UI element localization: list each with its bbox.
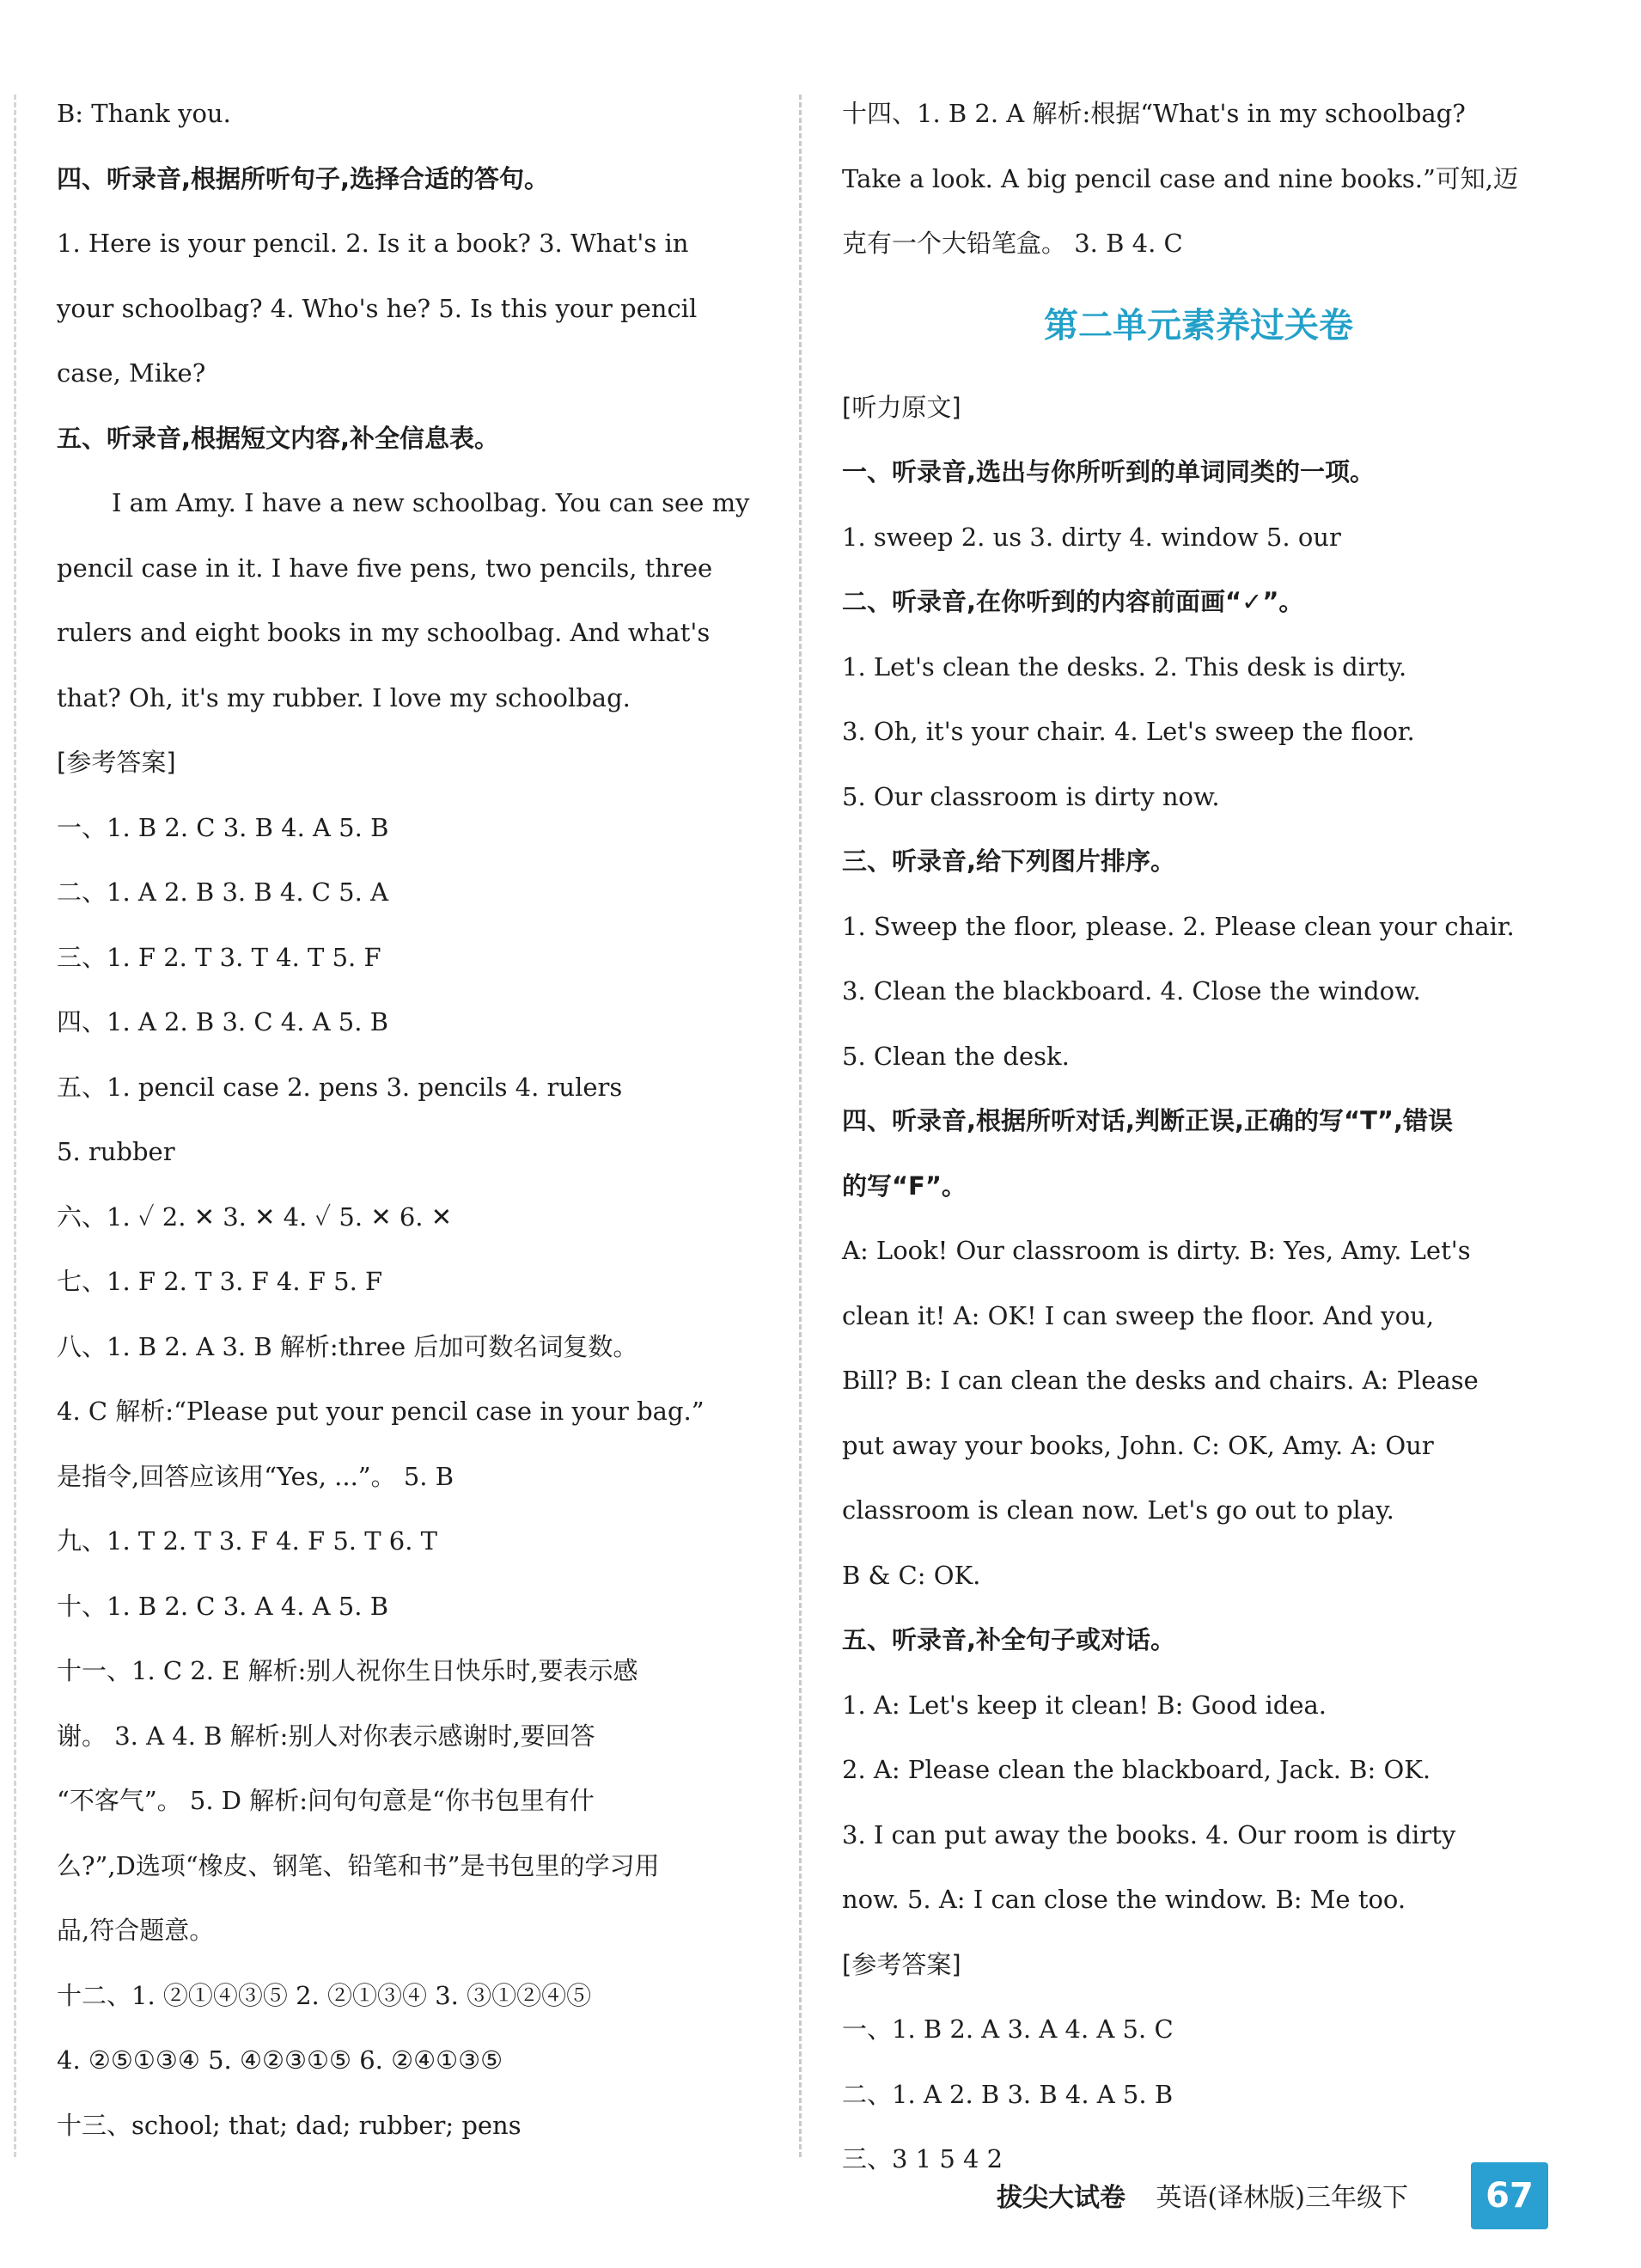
answer-line: 谢。 3. A 4. B 解析:别人对你表示感谢时,要回答 [57,1721,595,1751]
text-line: 3. Clean the blackboard. 4. Close the window. [842,976,1421,1006]
answer-line: 十三、school; that; dad; rubber; pens [57,2110,522,2140]
section-heading: 的写“F”。 [842,1171,967,1201]
dialogue-line: B & C: OK. [842,1560,981,1590]
answer-line: 三、3 1 5 4 2 [842,2144,1004,2173]
footer-brand: 拔尖大试卷 [997,2183,1126,2213]
dialogue-line: clean it! A: OK! I can sweep the floor. And you, [842,1300,1435,1330]
passage-line: that? Oh, it's my rubber. I love my schoolbag. [57,682,631,712]
section-heading: 五、听录音,补全句子或对话。 [842,1625,1176,1654]
answer-line: 十四、1. B 2. A 解析:根据“What's in my schoolbag? [842,99,1466,128]
answer-line: 十一、1. C 2. E 解析:别人祝你生日快乐时,要表示感 [57,1656,638,1685]
text-line: your schoolbag? 4. Who's he? 5. Is this your pencil [57,293,698,323]
passage-line: pencil case in it. I have five pens, two pencils, three [57,553,713,583]
text-line: 1. sweep 2. us 3. dirty 4. window 5. our [842,522,1341,552]
text-line: 2. A: Please clean the blackboard, Jack. B: OK. [842,1755,1431,1784]
answer-line: 七、1. F 2. T 3. F 4. F 5. F [57,1267,383,1296]
section-heading: 三、听录音,给下列图片排序。 [842,847,1176,876]
text-line: 1. Let's clean the desks. 2. This desk is dirty. [842,651,1407,682]
passage-line: I am Amy. I have a new schoolbag. You can see my [112,488,750,517]
section-heading: 一、听录音,选出与你所听到的单词同类的一项。 [842,457,1376,486]
page-number: 67 [1471,2162,1548,2229]
text-line: 3. I can put away the books. 4. Our room is dirty [842,1819,1456,1849]
section-heading: 四、听录音,根据所听对话,判断正误,正确的写“T”,错误 [842,1106,1453,1135]
text-line: 1. A: Let's keep it clean! B: Good idea. [842,1690,1327,1720]
answer-line: 四、1. A 2. B 3. C 4. A 5. B [57,1007,389,1036]
answer-line: 克有一个大铅笔盒。 3. B 4. C [842,229,1183,258]
answer-line: 三、1. F 2. T 3. T 4. T 5. F [57,942,381,972]
transcript-label: [听力原文] [842,392,961,422]
left-column [57,82,770,2158]
answer-key-label: [参考答案] [842,1949,961,1979]
dialogue-line: A: Look! Our classroom is dirty. B: Yes, Amy. Let's [842,1236,1471,1265]
dialogue-line: Bill? B: I can clean the desks and chairs. A: Please [842,1366,1479,1395]
section-heading: 二、听录音,在你听到的内容前面画“✓”。 [842,587,1304,616]
answer-line: 一、1. B 2. A 3. A 4. A 5. C [842,2014,1174,2044]
unit-title: 第二单元素养过关卷 [1044,305,1353,345]
section-heading: 五、听录音,根据短文内容,补全信息表。 [57,423,500,453]
answer-key-label: [参考答案] [57,748,176,777]
answer-line: Take a look. A big pencil case and nine books.”可知,迈 [842,163,1518,193]
answer-line: 五、1. pencil case 2. pens 3. pencils 4. rulers [57,1072,623,1102]
answer-line: 是指令,回答应该用“Yes, ...”。 5. B [57,1461,454,1491]
answer-line: 八、1. B 2. A 3. B 解析:three 后加可数名词复数。 [57,1331,638,1361]
answer-line: “不客气”。 5. D 解析:问句句意是“你书包里有什 [57,1786,595,1815]
section-heading: 四、听录音,根据所听句子,选择合适的答句。 [57,163,550,193]
answer-line: 六、1. ✓ 2. ✕ 3. ✕ 4. ✓ 5. ✕ 6. ✕ [57,1201,453,1232]
text-line: 1. Sweep the floor, please. 2. Please clean your chair. [842,911,1515,941]
text-line: B: Thank you. [57,99,231,128]
dialogue-line: classroom is clean now. Let's go out to play. [842,1495,1394,1525]
answer-line: 品,符合题意。 [57,1916,215,1945]
answer-line: 九、1. T 2. T 3. F 4. F 5. T 6. T [57,1526,438,1556]
text-line: now. 5. A: I can close the window. B: Me too. [842,1885,1406,1914]
answer-line: 十二、1. ②①④③⑤ 2. ②①③④ 3. ③①②④⑤ [57,1980,592,2010]
answer-line: 5. rubber [57,1137,175,1166]
right-column [842,82,1555,2192]
text-line: case, Mike? [57,358,206,388]
dialogue-line: put away your books, John. C: OK, Amy. A: Our [842,1430,1434,1460]
footer-subject: 英语(译林版)三年级下 [1156,2183,1408,2213]
answer-line: 一、1. B 2. C 3. B 4. A 5. B [57,812,389,842]
answer-line: 么?”,D选项“橡皮、钢笔、铅笔和书”是书包里的学习用 [57,1850,660,1880]
answer-line: 二、1. A 2. B 3. B 4. A 5. B [842,2079,1174,2109]
text-line: 5. Our classroom is dirty now. [842,781,1220,811]
answer-line: 十、1. B 2. C 3. A 4. A 5. B [57,1591,389,1621]
text-line: 3. Oh, it's your chair. 4. Let's sweep the floor. [842,717,1415,746]
left-margin-dashes [14,95,16,2157]
text-line: 5. Clean the desk. [842,1041,1070,1071]
text-line: 1. Here is your pencil. 2. Is it a book? 3. What's in [57,229,689,258]
answer-line: 4. ②⑤①③④ 5. ④②③①⑤ 6. ②④①③⑤ [57,2045,503,2075]
answer-line: 二、1. A 2. B 3. B 4. C 5. A [57,877,389,907]
answer-line: 4. C 解析:“Please put your pencil case in your bag.” [57,1397,705,1426]
column-divider [799,95,802,2157]
page-footer [997,2173,1408,2224]
passage-line: rulers and eight books in my schoolbag. And what's [57,618,711,647]
